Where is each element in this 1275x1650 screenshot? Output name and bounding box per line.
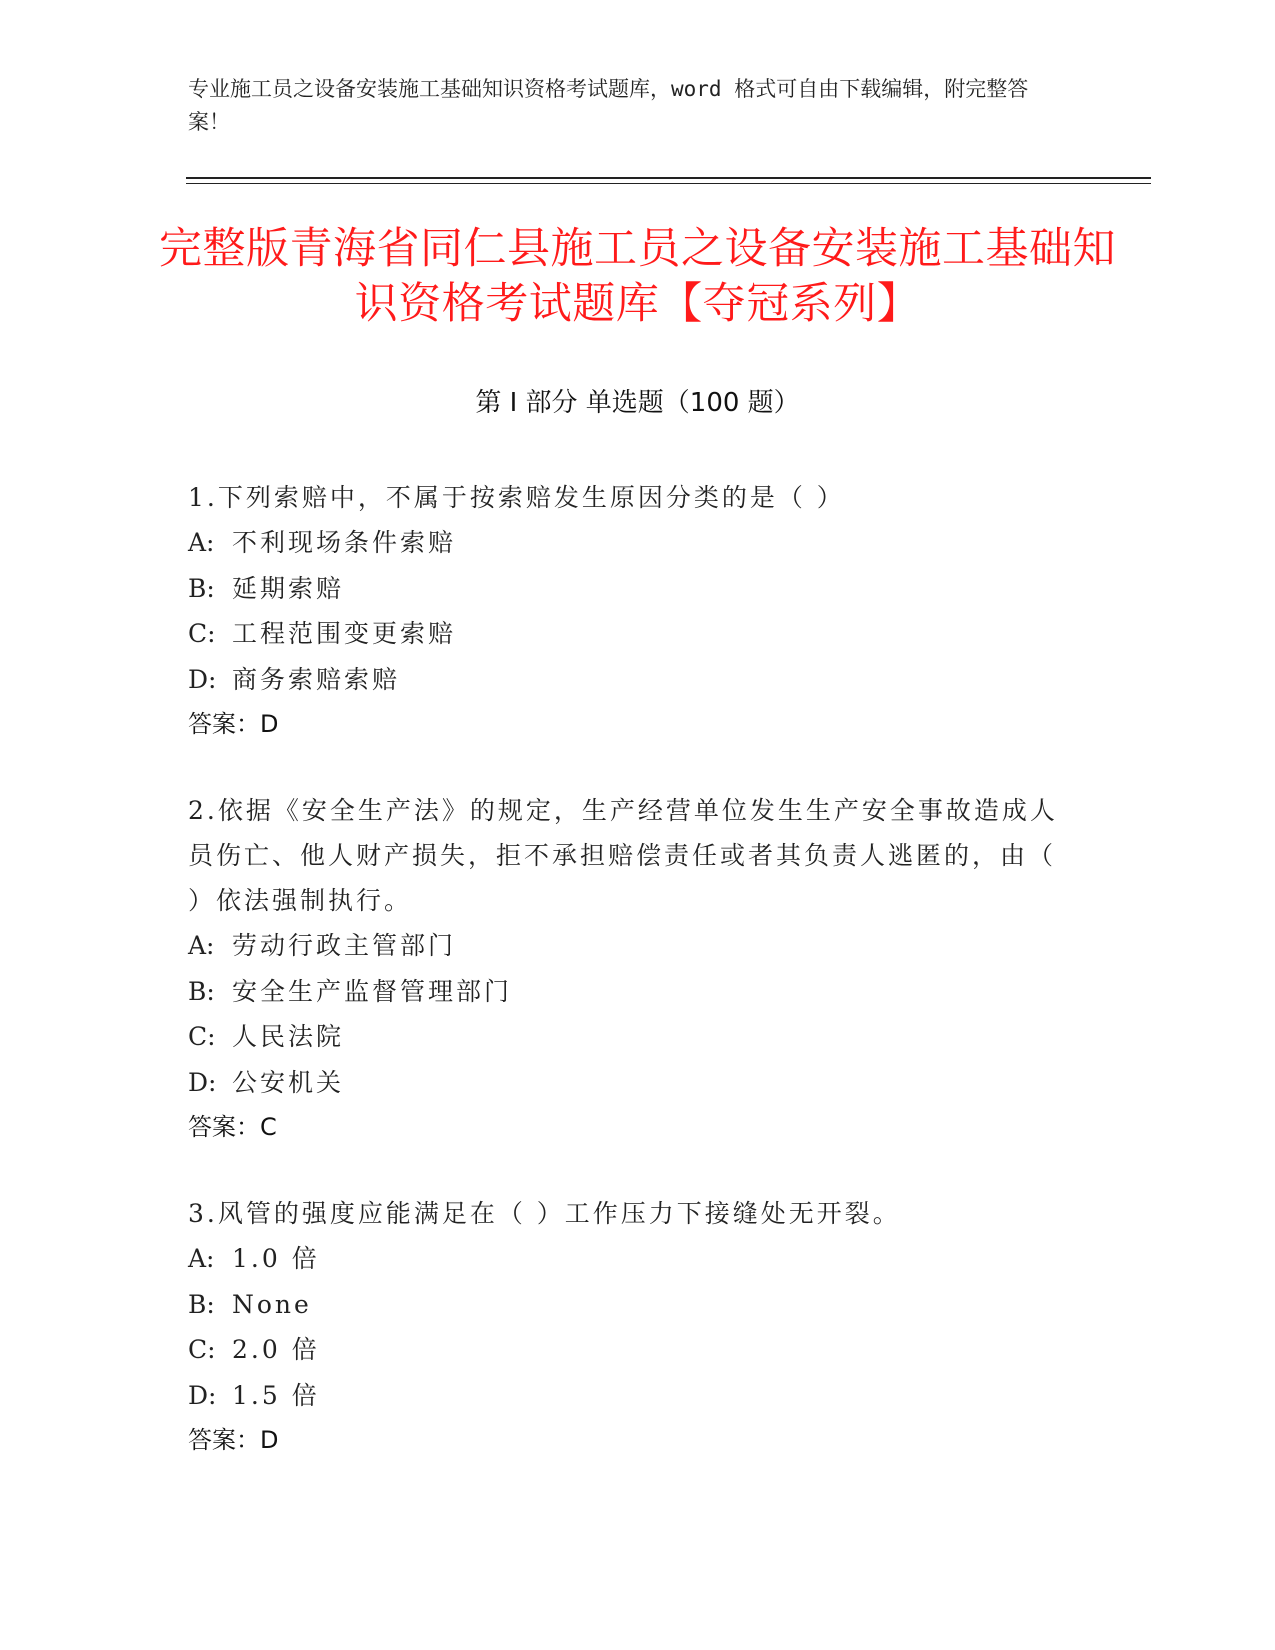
option-c <box>188 611 1068 657</box>
option-letter: B: <box>188 1289 215 1319</box>
option-text: 商务索赔索赔 <box>232 664 401 694</box>
option-letter: C: <box>188 619 216 648</box>
option-letter: B: <box>188 573 215 603</box>
option-text: 工程范围变更索赔 <box>232 619 457 648</box>
option-text: 安全生产监督管理部门 <box>232 976 513 1006</box>
option-b <box>188 1282 1068 1328</box>
option-letter: A: <box>188 931 215 960</box>
option-text: 1.0 倍 <box>232 1244 320 1273</box>
option-b <box>188 969 1068 1015</box>
option-b <box>188 566 1068 612</box>
section-heading: 第 I 部分 单选题（100 题） <box>475 388 800 418</box>
option-d <box>188 657 1068 703</box>
option-letter: C: <box>188 1335 216 1364</box>
question-3 <box>188 1191 1068 1462</box>
option-text: 公安机关 <box>232 1067 345 1097</box>
option-d <box>188 1373 1068 1419</box>
document-title: 完整版青海省同仁县施工员之设备安装施工基础知识资格考试题库【夺冠系列】 <box>159 224 1116 329</box>
option-c <box>188 1014 1068 1060</box>
option-a <box>188 923 1068 969</box>
header-rule-thick <box>186 177 1151 179</box>
option-c <box>188 1327 1068 1373</box>
header-rule-thin <box>186 183 1151 184</box>
option-letter: D: <box>188 664 217 694</box>
option-text: 2.0 倍 <box>232 1335 320 1364</box>
option-d <box>188 1060 1068 1106</box>
answer-line: 答案：C <box>188 1113 277 1141</box>
question-stem: 1.下列索赔中，不属于按索赔发生原因分类的是（ ） <box>188 483 845 512</box>
question-1 <box>188 475 1068 746</box>
option-letter: A: <box>188 528 215 557</box>
option-a <box>188 520 1068 566</box>
question-stem: 3.风管的强度应能满足在（ ）工作压力下接缝处无开裂。 <box>188 1199 901 1228</box>
option-text: 不利现场条件索赔 <box>232 528 457 557</box>
question-stem: 2.依据《安全生产法》的规定，生产经营单位发生生产安全事故造成人员伤亡、他人财产损失，拒不承担赔偿责任或者其负责人逃匿的，由（ ）依法强制执行。 <box>188 796 1058 915</box>
option-text: 劳动行政主管部门 <box>232 931 457 960</box>
answer-line: 答案：D <box>188 1426 279 1454</box>
option-letter: C: <box>188 1022 216 1051</box>
option-text: 延期索赔 <box>232 573 345 603</box>
option-a <box>188 1236 1068 1282</box>
question-list <box>188 475 1068 1504</box>
question-2 <box>188 788 1068 1149</box>
option-letter: D: <box>188 1380 217 1410</box>
option-letter: D: <box>188 1067 217 1097</box>
option-letter: B: <box>188 976 215 1006</box>
option-text: None <box>232 1289 312 1319</box>
option-text: 1.5 倍 <box>232 1380 320 1410</box>
answer-line: 答案：D <box>188 710 279 738</box>
option-letter: A: <box>188 1244 215 1273</box>
header-note: 专业施工员之设备安装施工基础知识资格考试题库，word 格式可自由下载编辑，附完整答案！ <box>188 77 1029 134</box>
option-text: 人民法院 <box>232 1022 345 1051</box>
